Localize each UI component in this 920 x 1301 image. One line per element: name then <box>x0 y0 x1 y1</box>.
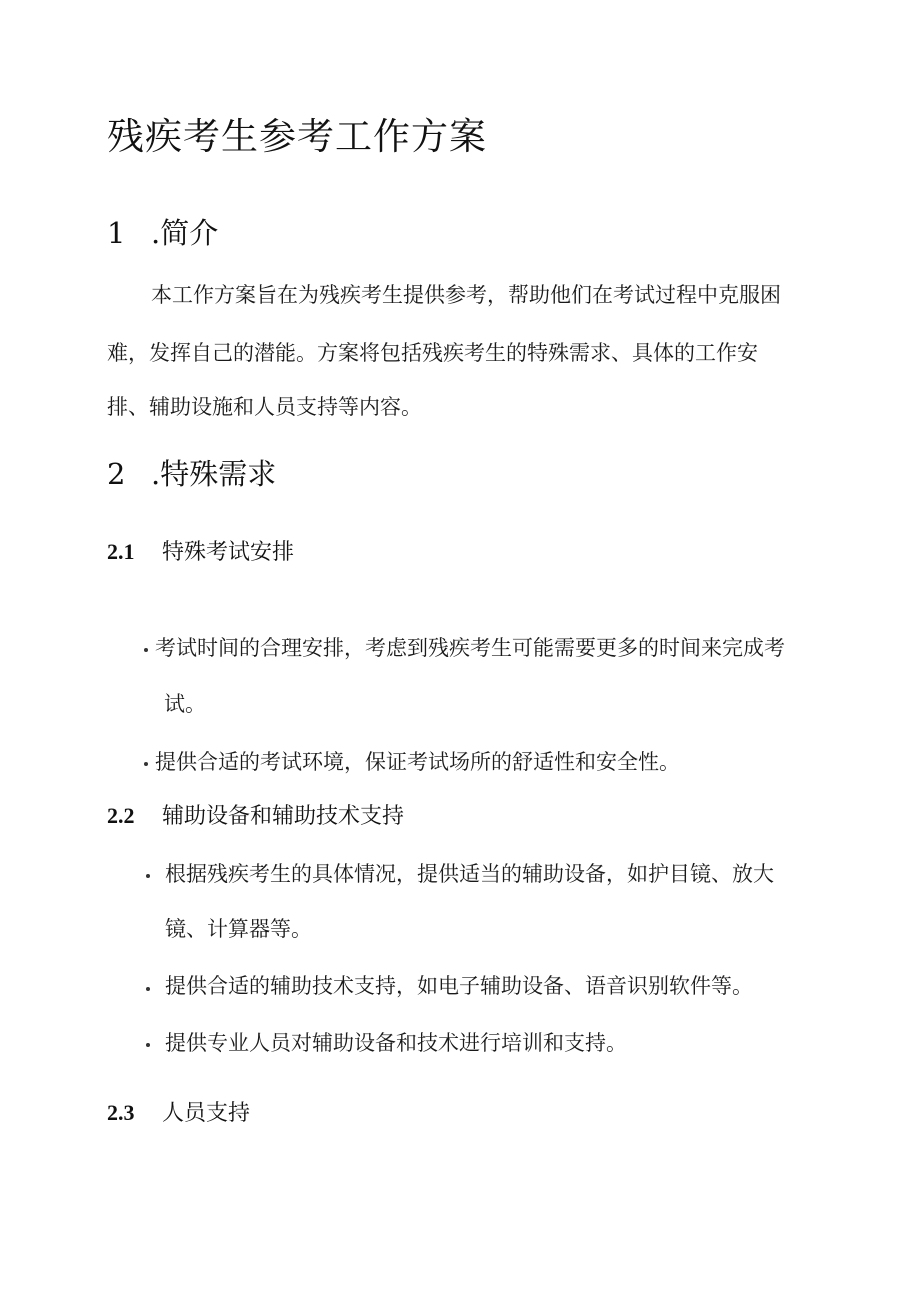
bullet-2-2-1-line-1: 根据残疾考生的具体情况，提供适当的辅助设备，如护目镜、放大 <box>165 862 774 886</box>
subsection-heading-assistive-devices <box>107 801 404 832</box>
bullet-dot <box>146 874 150 878</box>
section-title: .简介 <box>151 216 219 250</box>
bullet-dot <box>144 648 148 652</box>
bullet-2-1-2: 提供合适的考试环境，保证考试场所的舒适性和安全性。 <box>155 750 680 774</box>
subsection-title: 人员支持 <box>162 1101 251 1126</box>
section-title: .特殊需求 <box>151 457 277 491</box>
document-title: 残疾考生参考工作方案 <box>107 115 487 158</box>
section-number: 1 <box>107 216 126 250</box>
subsection-number: 2.2 <box>107 803 135 828</box>
subsection-number: 2.3 <box>107 1100 135 1125</box>
bullet-2-1-1-line-1: 考试时间的合理安排，考虑到残疾考生可能需要更多的时间来完成考 <box>155 636 785 660</box>
section-heading-intro <box>107 213 218 253</box>
subsection-number: 2.1 <box>107 539 135 564</box>
section-heading-special-needs <box>107 454 276 494</box>
subsection-heading-personnel-support <box>107 1098 250 1129</box>
bullet-dot <box>146 987 150 991</box>
bullet-2-2-3: 提供专业人员对辅助设备和技术进行培训和支持。 <box>165 1031 627 1055</box>
intro-paragraph-line-2: 难，发挥自己的潜能。方案将包括残疾考生的特殊需求、具体的工作安 <box>107 341 758 365</box>
bullet-2-2-2: 提供合适的辅助技术支持，如电子辅助设备、语音识别软件等。 <box>165 974 753 998</box>
intro-paragraph-line-1: 本工作方案旨在为残疾考生提供参考，帮助他们在考试过程中克服困 <box>151 283 781 307</box>
subsection-heading-exam-arrangement <box>107 537 294 568</box>
bullet-2-2-1-line-2: 镜、计算器等。 <box>165 917 312 941</box>
bullet-2-1-1-line-2: 试。 <box>164 692 206 716</box>
intro-paragraph-line-3: 排、辅助设施和人员支持等内容。 <box>107 395 422 419</box>
subsection-title: 特殊考试安排 <box>162 540 295 565</box>
bullet-dot <box>144 762 148 766</box>
subsection-title: 辅助设备和辅助技术支持 <box>162 804 405 829</box>
bullet-dot <box>146 1043 150 1047</box>
section-number: 2 <box>107 457 126 491</box>
